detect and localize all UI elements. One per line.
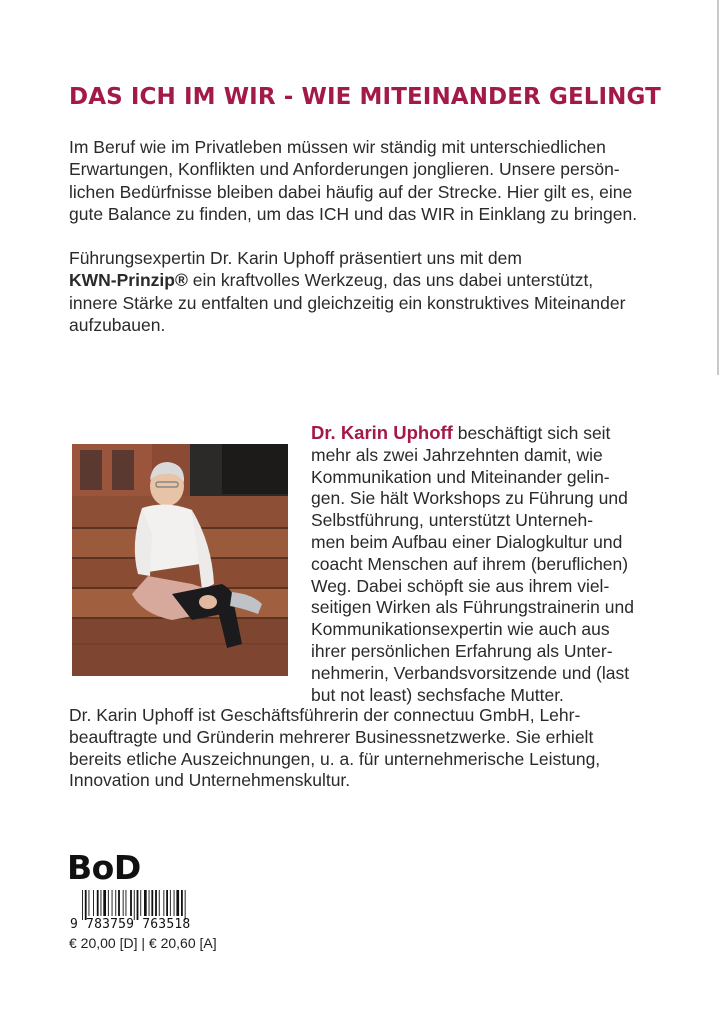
intro-line: Erwartungen, Konflikten und Anforderungen jonglieren. Unsere persön- xyxy=(69,159,620,180)
bio-line: seitigen Wirken als Führungstrainerin und xyxy=(311,597,634,618)
intro-line: gute Balance zu finden, um das ICH und das WIR in Einklang zu bringen. xyxy=(69,204,638,225)
principle-line: aufzubauen. xyxy=(69,315,166,336)
barcode-bar xyxy=(181,890,183,916)
barcode-bar xyxy=(93,890,94,916)
career-line: Innovation und Unternehmenskultur. xyxy=(69,770,351,791)
author-photo xyxy=(72,444,288,676)
barcode-bar xyxy=(103,890,106,916)
price-label: € 20,00 [D] | € 20,60 [A] xyxy=(69,935,217,951)
barcode-bar xyxy=(89,890,90,916)
kwn-principle-highlight: KWN-Prinzip® xyxy=(69,270,188,291)
barcode-bar xyxy=(123,890,124,916)
career-paragraph xyxy=(69,705,600,792)
principle-line: innere Stärke zu entfalten und gleichzeitig ein konstruktives Miteinander xyxy=(69,292,626,313)
barcode-bar xyxy=(134,890,135,920)
author-bio xyxy=(311,422,634,706)
intro-paragraph xyxy=(69,136,669,226)
bio-first-line xyxy=(311,422,634,445)
barcode-bar xyxy=(97,890,99,916)
publisher-logo: BoD xyxy=(67,848,141,887)
barcode-bar xyxy=(151,890,153,916)
barcode-bar xyxy=(140,890,141,916)
barcode-bar xyxy=(115,890,116,916)
barcode-bar xyxy=(112,890,113,916)
career-line: bereits etliche Auszeichnungen, u. a. für unternehmerische Leistung, xyxy=(69,748,601,769)
bio-line: gen. Sie hält Workshops zu Führung und xyxy=(311,488,628,509)
bio-line: Kommunikationsexpertin wie auch aus xyxy=(311,619,610,640)
bio-line: mehr als zwei Jahrzehnten damit, wie xyxy=(311,444,603,465)
headline: DAS ICH IM WIR - WIE MITEINANDER GELINGT xyxy=(69,84,661,110)
bio-line: coacht Menschen auf ihrem (beruflichen) xyxy=(311,553,629,574)
isbn-digits: 9 783759 763518 xyxy=(70,917,191,932)
barcode-bar xyxy=(82,890,83,920)
barcode-bar xyxy=(174,890,175,916)
barcode-bar xyxy=(126,890,127,916)
bio-line: men beim Aufbau einer Dialogkultur und xyxy=(311,531,623,552)
principle-line xyxy=(69,269,669,291)
barcode-bar xyxy=(130,890,132,916)
bio-line: but not least) sechsfache Mutter. xyxy=(311,684,564,705)
barcode-bar xyxy=(163,890,164,916)
barcode-bar xyxy=(118,890,120,916)
bio-line: nehmerin, Verbandsvorsitzende und (last xyxy=(311,662,630,683)
barcode-bar xyxy=(137,890,139,920)
bio-line: Selbstführung, unterstützt Unterneh- xyxy=(311,510,594,531)
barcode-bar xyxy=(159,890,160,916)
bio-line: Weg. Dabei schöpft sie aus ihrem viel- xyxy=(311,575,610,596)
bio-line: Kommunikation und Miteinander gelin- xyxy=(311,466,610,487)
bio-line: ihrer persönlichen Erfahrung als Unter- xyxy=(311,640,613,661)
barcode-bar xyxy=(149,890,150,916)
barcode-bar xyxy=(155,890,157,916)
author-name: Dr. Karin Uphoff xyxy=(311,422,453,443)
barcode-bar xyxy=(108,890,109,916)
barcode-bar xyxy=(166,890,168,916)
barcode-bar xyxy=(85,890,87,920)
intro-line: lichen Bedürfnisse bleiben dabei häufig auf der Strecke. Hier gilt es, eine xyxy=(69,181,633,202)
career-line: beauftragte und Gründerin mehrerer Businessnetzwerke. Sie erhielt xyxy=(69,726,594,747)
barcode-bar xyxy=(144,890,147,916)
barcode-bar xyxy=(176,890,179,916)
barcode-bar xyxy=(101,890,102,916)
intro-line: Im Beruf wie im Privatleben müssen wir ständig mit unterschiedlichen xyxy=(69,137,606,157)
principle-paragraph xyxy=(69,247,669,337)
barcode-bar xyxy=(185,890,186,920)
career-line: Dr. Karin Uphoff ist Geschäftsführerin der connectuu GmbH, Lehr- xyxy=(69,705,581,725)
principle-line-rest: ein kraftvolles Werkzeug, das uns dabei unterstützt, xyxy=(187,270,594,291)
bio-first-line-rest: beschäftigt sich seit xyxy=(452,423,611,443)
principle-line: Führungsexpertin Dr. Karin Uphoff präsentiert uns mit dem xyxy=(69,248,522,268)
barcode-bar xyxy=(170,890,171,916)
